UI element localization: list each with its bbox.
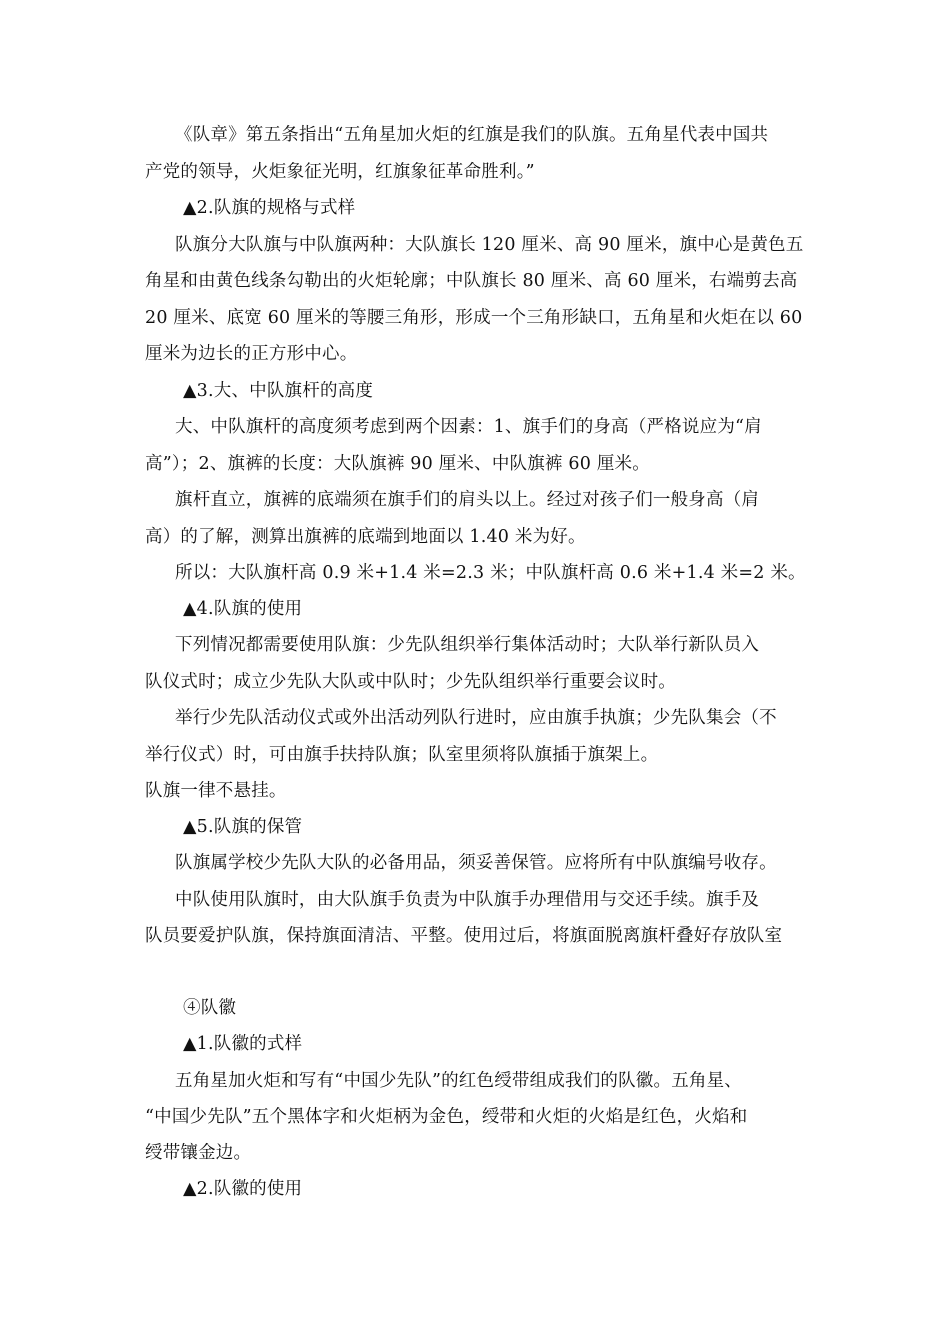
section-heading: ▲4.队旗的使用 bbox=[183, 599, 303, 619]
paragraph-line: 举行仪式）时，可由旗手扶持队旗；队室里须将队旗插于旗架上。 bbox=[145, 745, 659, 765]
section-heading: ▲3.大、中队旗杆的高度 bbox=[183, 381, 374, 401]
paragraph-line: 20 厘米、底宽 60 厘米的等腰三角形，形成一个三角形缺口，五角星和火炬在以 60 bbox=[145, 308, 803, 328]
paragraph-line: 高）的了解，测算出旗裤的底端到地面以 1.40 米为好。 bbox=[145, 527, 586, 547]
paragraph-line: 举行少先队活动仪式或外出活动列队行进时，应由旗手执旗；少先队集会（不 bbox=[175, 708, 777, 728]
paragraph-line: 厘米为边长的正方形中心。 bbox=[145, 344, 358, 364]
paragraph-line: 队旗分大队旗与中队旗两种：大队旗长 120 厘米、高 90 厘米，旗中心是黄色五 bbox=[175, 235, 804, 255]
paragraph-line: 队旗属学校少先队大队的必备用品，须妥善保管。应将所有中队旗编号收存。 bbox=[175, 853, 777, 873]
paragraph-line: 角星和由黄色线条勾勒出的火炬轮廓；中队旗长 80 厘米、高 60 厘米，右端剪去高 bbox=[145, 271, 798, 291]
paragraph-line: 队旗一律不悬挂。 bbox=[145, 781, 287, 801]
paragraph-line: 队员要爱护队旗，保持旗面清洁、平整。使用过后，将旗面脱离旗杆叠好存放队室 bbox=[145, 926, 783, 946]
paragraph-line: 产党的领导，火炬象征光明，红旗象征革命胜利。” bbox=[145, 162, 535, 182]
section-heading: ▲5.队旗的保管 bbox=[183, 817, 303, 837]
paragraph-line: 绶带镶金边。 bbox=[145, 1143, 252, 1163]
paragraph-line: 大、中队旗杆的高度须考虑到两个因素：1、旗手们的身高（严格说应为“肩 bbox=[175, 417, 762, 437]
paragraph-line: 所以：大队旗杆高 0.9 米+1.4 米=2.3 米；中队旗杆高 0.6 米+1.4 米=2 米。 bbox=[175, 563, 806, 583]
paragraph-line: “中国少先队”五个黑体字和火炬柄为金色，绶带和火炬的火焰是红色，火焰和 bbox=[145, 1107, 748, 1127]
paragraph-line: 中队使用队旗时，由大队旗手负责为中队旗手办理借用与交还手续。旗手及 bbox=[175, 890, 760, 910]
paragraph-line: 队仪式时；成立少先队大队或中队时；少先队组织举行重要会议时。 bbox=[145, 672, 676, 692]
paragraph-line: 五角星加火炬和写有“中国少先队”的红色绶带组成我们的队徽。五角星、 bbox=[175, 1071, 742, 1091]
section-heading: ▲2.队徽的使用 bbox=[183, 1179, 303, 1199]
paragraph-line: 高”）；2、旗裤的长度：大队旗裤 90 厘米、中队旗裤 60 厘米。 bbox=[145, 454, 650, 474]
section-title: ④队徽 bbox=[183, 998, 237, 1018]
paragraph-line: 旗杆直立，旗裤的底端须在旗手们的肩头以上。经过对孩子们一般身高（肩 bbox=[175, 490, 760, 510]
section-heading: ▲1.队徽的式样 bbox=[183, 1034, 303, 1054]
paragraph-line: 《队章》第五条指出“五角星加火炬的红旗是我们的队旗。五角星代表中国共 bbox=[175, 125, 769, 145]
paragraph-line: 下列情况都需要使用队旗：少先队组织举行集体活动时；大队举行新队员入 bbox=[175, 635, 760, 655]
section-heading: ▲2.队旗的规格与式样 bbox=[183, 198, 356, 218]
